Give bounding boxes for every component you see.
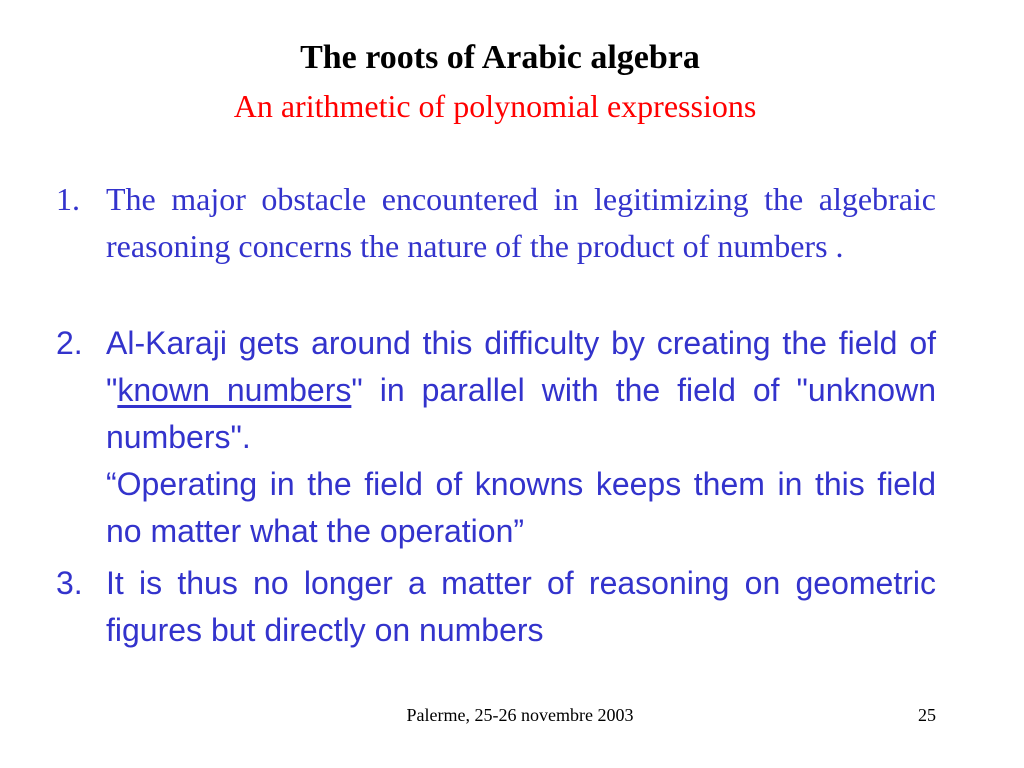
footer-venue-date: Palerme, 25-26 novembre 2003 xyxy=(406,705,634,725)
list-item-3 xyxy=(56,560,936,654)
list-item-1 xyxy=(56,176,936,270)
list-item-number: 3. xyxy=(56,565,83,601)
list-item-number: 2. xyxy=(56,325,83,361)
quote-text: “Operating in the field of knowns keeps them in this field no matter what the operation” xyxy=(106,466,936,549)
list-item-number: 1. xyxy=(56,181,80,217)
list-item-text: The major obstacle encountered in legitimizing the algebraic reasoning concerns the nature of the product of numbers . xyxy=(106,181,936,264)
list-item-text: It is thus no longer a matter of reasoning on geometric figures but directly on numbers xyxy=(106,565,936,648)
text-before-link: Al-Karaji gets around this difficulty by creating the field of " xyxy=(106,325,936,408)
page-number: 25 xyxy=(918,705,936,725)
slide-subtitle: An arithmetic of polynomial expressions xyxy=(233,88,757,124)
list-item-text xyxy=(106,320,936,461)
slide-title: The roots of Arabic algebra xyxy=(300,39,700,76)
list-item-2 xyxy=(56,320,936,555)
text-after-link: " in parallel with the field of "unknown numbers". xyxy=(106,372,937,455)
known-numbers-link[interactable]: known numbers xyxy=(117,372,352,408)
